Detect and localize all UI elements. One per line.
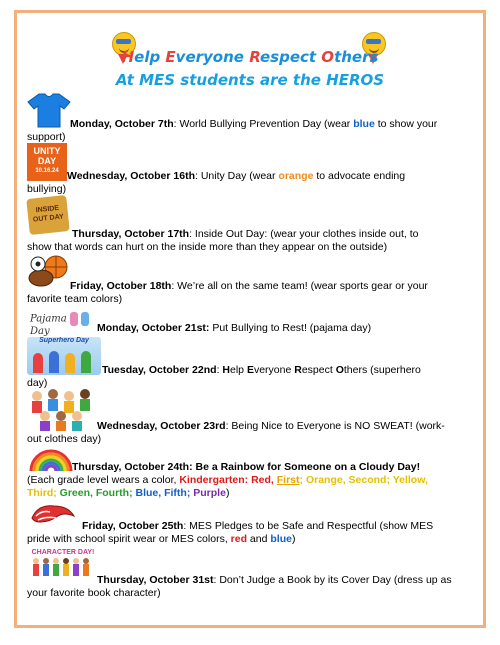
mustang-mascot-icon	[28, 500, 76, 528]
event-monday-oct-7-line2: support)	[27, 131, 66, 143]
event-friday-oct-18-line2: favorite team colors)	[27, 293, 123, 305]
event-thursday-oct-31-line2: your favorite book character)	[27, 587, 161, 599]
event-tuesday-oct-22-line2: day)	[27, 377, 48, 389]
event-monday-oct-21: Monday, October 21st: Put Bullying to Rest! (pajama day)	[97, 322, 372, 334]
event-friday-oct-18: Friday, October 18th: We’re all on the same team! (wear sports gear or your	[70, 280, 428, 292]
event-thursday-oct-24: Thursday, October 24th: Be a Rainbow for Someone on a Cloudy Day!	[72, 461, 421, 473]
event-wednesday-oct-16-line2: bullying)	[27, 183, 67, 195]
pajama-day-icon: Pajama Day	[30, 312, 100, 334]
page-subtitle: At MES students are the HEROS	[115, 71, 385, 89]
inside-out-day-icon: INSIDE OUT DAY	[26, 195, 70, 235]
event-friday-oct-25-line2: pride with school spirit wear or MES colors, red and blue)	[27, 533, 296, 545]
event-wednesday-oct-23: Wednesday, October 23rd: Being Nice to Everyone is NO SWEAT! (work-	[97, 420, 445, 432]
page-title: Help Everyone Respect Others	[121, 48, 379, 66]
event-wednesday-oct-23-line2: out clothes day)	[27, 433, 102, 445]
event-friday-oct-25: Friday, October 25th: MES Pledges to be Safe and Respectful (show MES	[82, 520, 434, 532]
character-day-icon: CHARACTER DAY!	[30, 549, 96, 583]
event-thursday-oct-31: Thursday, October 31st: Don’t Judge a Book by its Cover Day (dress up as	[97, 574, 452, 586]
sports-balls-icon	[28, 254, 70, 290]
event-monday-oct-7: Monday, October 7th: World Bullying Prevention Day (wear blue to show your	[70, 118, 438, 130]
rainbow-icon	[28, 446, 74, 472]
unity-day-icon: UNITY DAY 10.16.24	[27, 143, 67, 181]
event-tuesday-oct-22: Tuesday, October 22nd: Help Everyone Respect Others (superhero	[102, 364, 421, 376]
event-thursday-oct-17: Thursday, October 17th: Inside Out Day: (wear your clothes inside out, to	[72, 228, 419, 240]
tshirt-icon	[27, 92, 71, 128]
event-thursday-oct-24-line2: (Each grade level wears a color, Kindergarten: Red, First; Orange, Second; Yellow,	[27, 474, 428, 486]
workout-kids-icon	[27, 388, 97, 432]
superhero-day-icon: Superhero Day	[27, 337, 101, 375]
event-wednesday-oct-16: Wednesday, October 16th: Unity Day (wear orange to advocate ending	[67, 170, 406, 182]
event-thursday-oct-17-line2: show that words can hurt on the inside more than they appear on the outside)	[27, 241, 388, 253]
event-thursday-oct-24-line3: Third; Green, Fourth; Blue, Fifth; Purple)	[27, 487, 230, 499]
